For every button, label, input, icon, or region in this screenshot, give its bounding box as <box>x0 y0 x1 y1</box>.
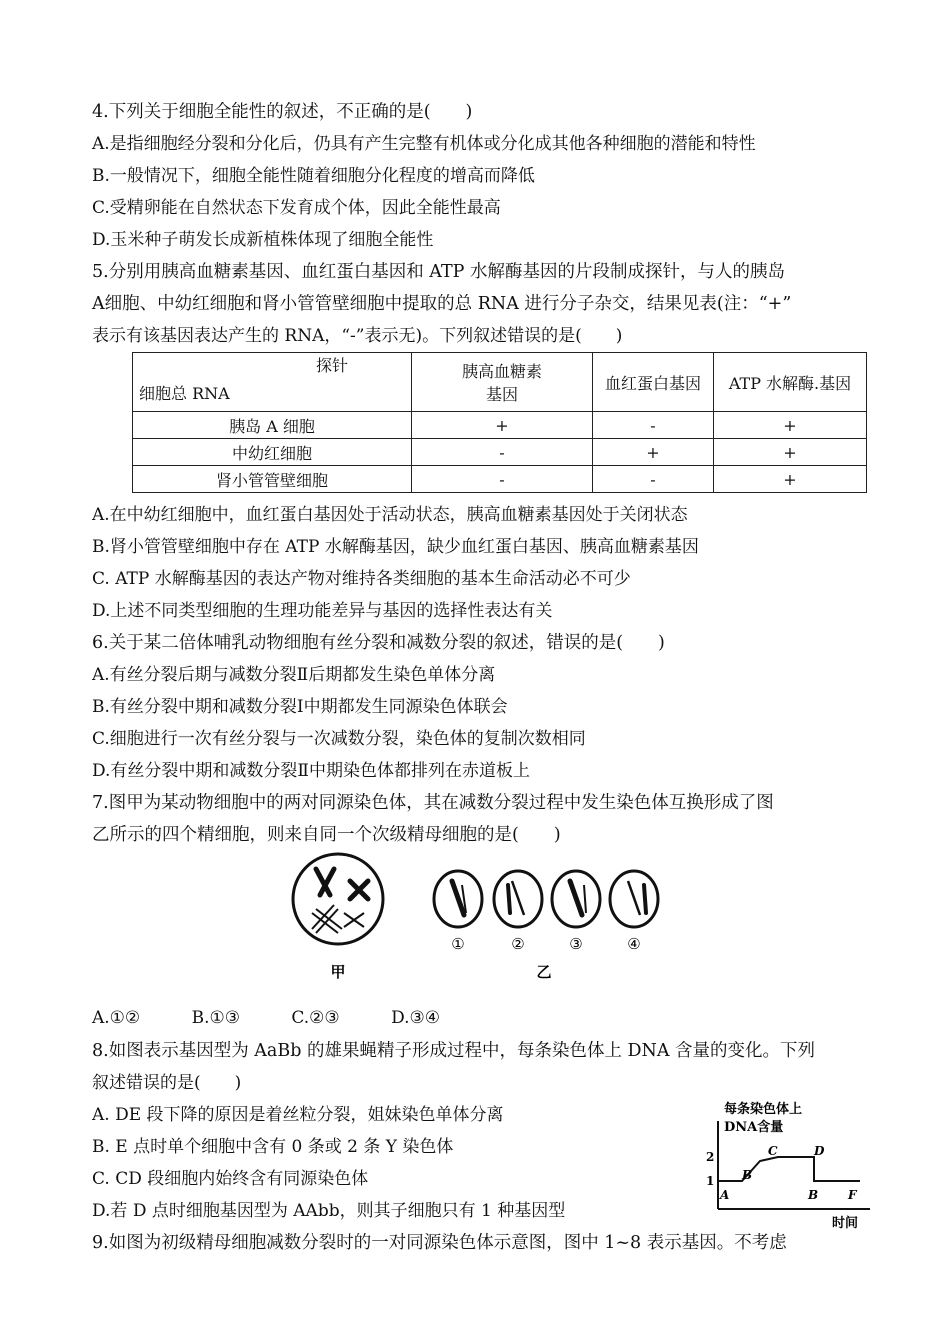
question-5-option-b: B.肾小管管壁细胞中存在 ATP 水解酶基因，缺少血红蛋白基因、胰高血糖素基因 <box>92 537 699 557</box>
question-7-options <box>92 1001 882 1035</box>
graph-curve <box>718 1157 860 1181</box>
graph-point-a: A <box>720 1188 730 1202</box>
table-header-hemoglobin: 血红蛋白基因 <box>593 353 714 412</box>
question-4-option-b: B.一般情况下，细胞全能性随着细胞分化程度的增高而降低 <box>92 166 535 186</box>
graph-ytick-1: 1 <box>706 1174 715 1188</box>
table-row <box>133 466 867 493</box>
question-6-option-a: A.有丝分裂后期与减数分裂Ⅱ后期都发生染色单体分离 <box>92 665 496 685</box>
exam-page <box>92 96 882 1259</box>
cells-yi <box>434 871 658 927</box>
question-8-option-d: D.若 D 点时细胞基因型为 AAbb，则其子细胞只有 1 种基因型 <box>92 1201 566 1221</box>
graph-ytick-2: 2 <box>706 1150 715 1164</box>
table-row-cell-name: 中幼红细胞 <box>133 439 412 466</box>
table-cell-value: + <box>412 412 593 439</box>
rna-hybridization-table <box>132 352 867 493</box>
sperm-cell-3 <box>552 871 600 927</box>
question-8-body <box>92 1099 882 1231</box>
question-5 <box>92 256 882 627</box>
question-8-option-c: C. CD 段细胞内始终含有同源染色体 <box>92 1169 369 1189</box>
question-7-option-a: A.①② <box>92 1008 141 1028</box>
figure-label-jia: 甲 <box>330 963 346 981</box>
table-corner-cell <box>133 353 412 412</box>
chromosome-figure-svg <box>92 851 882 1001</box>
chromosome-figure <box>92 851 882 1001</box>
table-cell-value: - <box>593 412 714 439</box>
table-header-glucagon-line-1: 胰高血糖素 <box>461 362 542 381</box>
graph-point-b: B <box>742 1168 753 1182</box>
cell-number-1: ① <box>451 935 465 953</box>
table-cell-value: + <box>714 412 867 439</box>
question-4-option-d: D.玉米种子萌发长成新植株体现了细胞全能性 <box>92 230 434 250</box>
graph-ylabel-line-2: DNA含量 <box>724 1120 784 1135</box>
table-cell-value: + <box>593 439 714 466</box>
question-8-option-b: B. E 点时单个细胞中含有 0 条或 2 条 Y 染色体 <box>92 1137 454 1157</box>
figure-label-yi: 乙 <box>536 963 552 981</box>
question-9-stem: 9.如图为初级精母细胞减数分裂时的一对同源染色体示意图，图中 1~8 表示基因。不考虑 <box>92 1233 787 1253</box>
table-row <box>133 439 867 466</box>
question-7-stem-line-1: 7.图甲为某动物细胞中的两对同源染色体，其在减数分裂过程中发生染色体互换形成了图 <box>92 793 774 813</box>
table-cell-value: + <box>714 466 867 493</box>
sperm-cell-1 <box>434 871 482 927</box>
table-header-glucagon-line-2: 基因 <box>485 385 518 404</box>
question-7-option-c: C.②③ <box>291 1008 340 1028</box>
table-corner-probe: 探针 <box>315 356 348 375</box>
graph-xlabel: 时间 <box>832 1216 859 1231</box>
table-row-cell-name: 肾小管管壁细胞 <box>133 466 412 493</box>
question-7-option-b: B.①③ <box>191 1008 240 1028</box>
table-corner-rna: 细胞总 RNA <box>139 384 230 403</box>
sperm-cell-4 <box>610 871 658 927</box>
question-8-option-a: A. DE 段下降的原因是着丝粒分裂，姐妹染色单体分离 <box>92 1105 504 1125</box>
table-cell-value: - <box>412 466 593 493</box>
sperm-cell-2 <box>494 871 542 927</box>
question-4-option-c: C.受精卵能在自然状态下发育成个体，因此全能性最高 <box>92 198 501 218</box>
graph-ylabel-line-1: 每条染色体上 <box>724 1102 803 1117</box>
question-5-stem-line-2: A细胞、中幼红细胞和肾小管管壁细胞中提取的总 RNA 进行分子杂交，结果见表(注：“+” <box>92 294 792 314</box>
table-header-row <box>133 353 867 412</box>
table-row <box>133 412 867 439</box>
graph-point-c: C <box>768 1144 778 1158</box>
question-5-stem-line-1: 5.分别用胰高血糖素基因、血红蛋白基因和 ATP 水解酶基因的片段制成探针，与人的胰岛 <box>92 262 785 282</box>
question-6-option-d: D.有丝分裂中期和减数分裂Ⅱ中期染色体都排列在赤道板上 <box>92 761 530 781</box>
question-4 <box>92 96 882 256</box>
question-8-stem-line-2: 叙述错误的是( ) <box>92 1073 242 1093</box>
question-5-option-d: D.上述不同类型细胞的生理功能差异与基因的选择性表达有关 <box>92 601 553 621</box>
graph-point-e: B <box>808 1188 819 1202</box>
table-cell-value: - <box>593 466 714 493</box>
question-7-stem-line-2: 乙所示的四个精细胞，则来自同一个次级精母细胞的是( ) <box>92 825 561 845</box>
table-header-glucagon <box>412 353 593 412</box>
cell-jia <box>293 854 383 944</box>
question-4-option-a: A.是指细胞经分裂和分化后，仍具有产生完整有机体或分化成其他各种细胞的潜能和特性 <box>92 134 756 154</box>
table-cell-value: + <box>714 439 867 466</box>
graph-point-d: D <box>814 1144 825 1158</box>
table-cell-value: - <box>412 439 593 466</box>
question-7-option-d: D.③④ <box>391 1008 440 1028</box>
question-5-option-c: C. ATP 水解酶基因的表达产物对维持各类细胞的基本生命活动必不可少 <box>92 569 631 589</box>
cell-number-4: ④ <box>627 935 641 953</box>
question-8-stem-line-1: 8.如图表示基因型为 AaBb 的雄果蝇精子形成过程中，每条染色体上 DNA 含量的变化。下列 <box>92 1041 816 1061</box>
question-4-stem: 4.下列关于细胞全能性的叙述，不正确的是( ) <box>92 102 473 122</box>
question-6-option-c: C.细胞进行一次有丝分裂与一次减数分裂，染色体的复制次数相同 <box>92 729 586 749</box>
question-7 <box>92 787 882 1035</box>
question-6-stem: 6.关于某二倍体哺乳动物细胞有丝分裂和减数分裂的叙述，错误的是( ) <box>92 633 665 653</box>
question-8 <box>92 1035 882 1231</box>
question-6-option-b: B.有丝分裂中期和减数分裂Ⅰ中期都发生同源染色体联会 <box>92 697 508 717</box>
question-5-stem-line-3: 表示有该基因表达产生的 RNA，“-”表示无)。下列叙述错误的是( ) <box>92 326 623 346</box>
cell-number-2: ② <box>511 935 525 953</box>
dna-content-graph <box>700 1099 882 1233</box>
question-6 <box>92 627 882 787</box>
question-5-option-a: A.在中幼红细胞中，血红蛋白基因处于活动状态，胰高血糖素基因处于关闭状态 <box>92 505 688 525</box>
graph-point-f: F <box>848 1188 857 1202</box>
table-header-atpase: ATP 水解酶.基因 <box>714 353 867 412</box>
cell-number-3: ③ <box>569 935 583 953</box>
table-row-cell-name: 胰岛 A 细胞 <box>133 412 412 439</box>
